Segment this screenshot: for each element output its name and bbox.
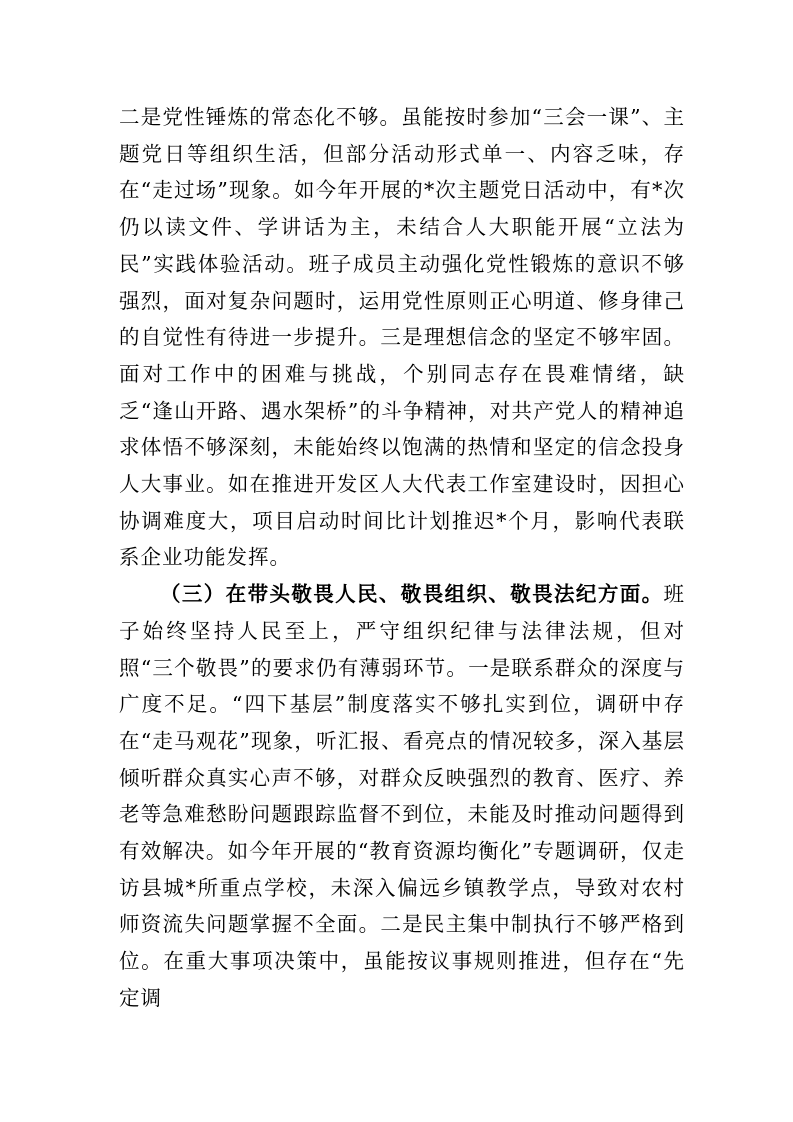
section-heading: （三）在带头敬畏人民、敬畏组织、敬畏法纪方面。	[160, 582, 664, 607]
paragraph-text: 二是党性锤炼的常态化不够。虽能按时参加“三会一课”、主题党日等组织生活，但部分活动形式单一、内容乏味，存在“走过场”现象。如今年开展的*次主题党日活动中，有*次仍以读文件、学讲话为主，未结合人大职能开展“立法为民”实践体验活动。班子成员主动强化党性锻炼的意识不够强烈，面对复杂问题时，运用党性原则正心明道、修身律己的自觉性有待进一步提升。三是理想信念的坚定不够牢固。面对工作中的困难与挑战，个别同志存在畏难情绪，缺乏“逢山开路、遇水架桥”的斗争精神，对共产党人的精神追求体悟不够深刻，未能始终以饱满的热情和坚定的信念投身人大事业。如在推进开发区人大代表工作室建设时，因担心协调难度大，项目启动时间比计划推迟*个月，影响代表联系企业功能发挥。	[119, 105, 685, 570]
document-body	[119, 99, 685, 1017]
paragraph-three-reverences	[119, 576, 685, 1016]
paragraph-party-spirit	[119, 99, 685, 576]
paragraph-text: 班子始终坚持人民至上，严守组织纪律与法律法规，但对照“三个敬畏”的要求仍有薄弱环节。一是联系群众的深度与广度不足。“四下基层”制度落实不够扎实到位，调研中存在“走马观花”现象，听汇报、看亮点的情况较多，深入基层倾听群众真实心声不够，对群众反映强烈的教育、医疗、养老等急难愁盼问题跟踪监督不到位，未能及时推动问题得到有效解决。如今年开展的“教育资源均衡化”专题调研，仅走访县城*所重点学校，未深入偏远乡镇教学点，导致对农村师资流失问题掌握不全面。二是民主集中制执行不够严格到位。在重大事项决策中，虽能按议事规则推进，但存在“先定调	[119, 582, 685, 1010]
